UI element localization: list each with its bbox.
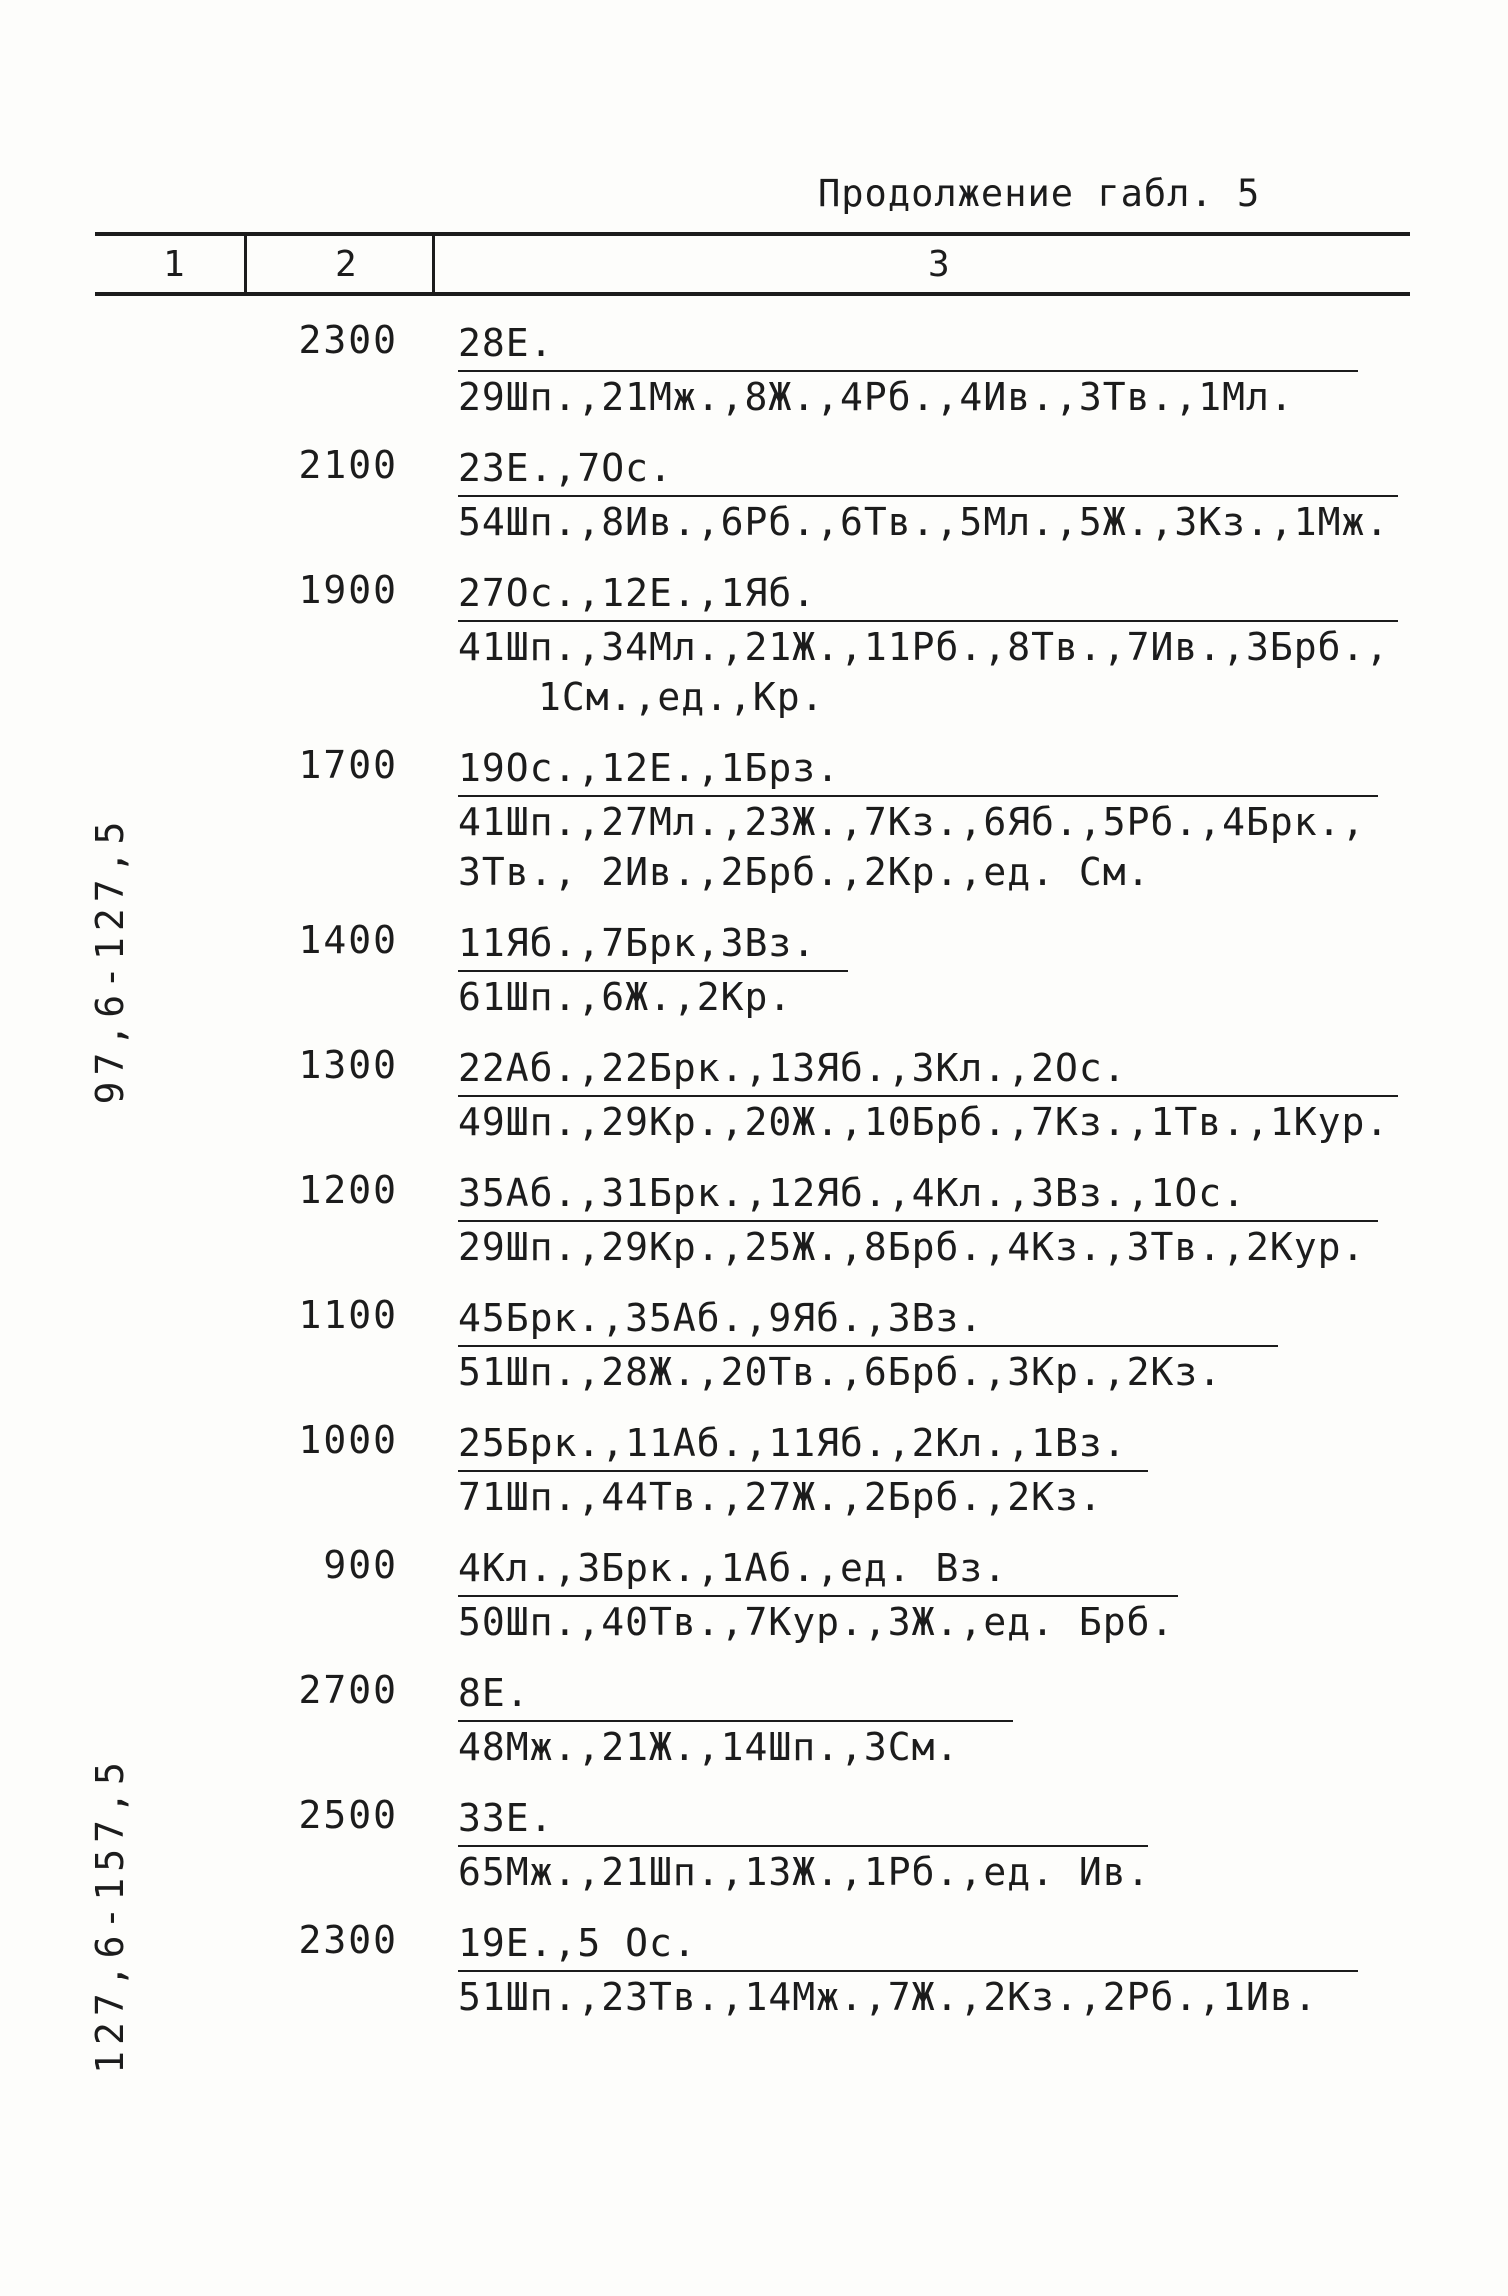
row-value: 2300 [298, 318, 398, 362]
row-numerator: 8Е. [458, 1668, 1013, 1722]
row-denominator: 48Мж.,21Ж.,14Шп.,3См. [458, 1725, 960, 1769]
column-header-2: 2 [335, 244, 357, 285]
group-label-1: 97,6-127,5 [88, 815, 132, 1105]
header-top-rule [95, 232, 1410, 236]
header-bottom-rule [95, 292, 1410, 296]
row-denominator: 29Шп.,21Мж.,8Ж.,4Рб.,4Ив.,3Тв.,1Мл. [458, 375, 1294, 419]
row-denominator-continued: 1См.,ед.,Кр. [538, 675, 825, 719]
row-numerator: 35Аб.,31Брк.,12Яб.,4Кл.,3Вз.,1Ос. [458, 1168, 1378, 1222]
row-value: 1000 [298, 1418, 398, 1462]
row-numerator: 19Е.,5 Ос. [458, 1918, 1358, 1972]
row-formula [458, 318, 1358, 422]
row-numerator: 4Кл.,3Брк.,1Аб.,ед. Вз. [458, 1543, 1178, 1597]
row-denominator: 51Шп.,28Ж.,20Тв.,6Брб.,3Кр.,2Кз. [458, 1350, 1223, 1394]
row-value: 1900 [298, 568, 398, 612]
row-formula [458, 1293, 1278, 1397]
column-header-1: 1 [163, 244, 185, 285]
group-label-2: 127,6-157,5 [88, 1756, 132, 2074]
row-formula [458, 743, 1378, 897]
row-denominator: 50Шп.,40Тв.,7Кур.,3Ж.,ед. Брб. [458, 1600, 1175, 1644]
row-value: 2700 [298, 1668, 398, 1712]
row-numerator: 33Е. [458, 1793, 1148, 1847]
row-formula [458, 1168, 1378, 1272]
row-numerator: 45Брк.,35Аб.,9Яб.,3Вз. [458, 1293, 1278, 1347]
row-formula [458, 568, 1398, 722]
row-denominator-continued: 3Тв., 2Ив.,2Брб.,2Кр.,ед. См. [458, 850, 1151, 894]
row-value: 1400 [298, 918, 398, 962]
column-divider-1 [244, 234, 247, 294]
table-caption: Продолжение габл. 5 [818, 172, 1261, 215]
row-formula [458, 1543, 1178, 1647]
row-numerator: 23Е.,7Ос. [458, 443, 1398, 497]
row-denominator: 49Шп.,29Кр.,20Ж.,10Брб.,7Кз.,1Тв.,1Кур. [458, 1100, 1390, 1144]
row-value: 1300 [298, 1043, 398, 1087]
row-denominator: 65Мж.,21Шп.,13Ж.,1Рб.,ед. Ив. [458, 1850, 1151, 1894]
row-formula [458, 1418, 1148, 1522]
row-value: 2100 [298, 443, 398, 487]
row-value: 2500 [298, 1793, 398, 1837]
row-numerator: 22Аб.,22Брк.,13Яб.,3Кл.,2Ос. [458, 1043, 1398, 1097]
row-denominator: 29Шп.,29Кр.,25Ж.,8Брб.,4Кз.,3Тв.,2Кур. [458, 1225, 1366, 1269]
row-numerator: 19Ос.,12Е.,1Брз. [458, 743, 1378, 797]
row-denominator: 54Шп.,8Ив.,6Рб.,6Тв.,5Мл.,5Ж.,3Кз.,1Мж. [458, 500, 1390, 544]
row-formula [458, 918, 848, 1022]
row-numerator: 27Ос.,12Е.,1Яб. [458, 568, 1398, 622]
row-denominator: 51Шп.,23Тв.,14Мж.,7Ж.,2Кз.,2Рб.,1Ив. [458, 1975, 1318, 2019]
row-formula [458, 1043, 1398, 1147]
row-formula [458, 443, 1398, 547]
row-formula [458, 1918, 1358, 2022]
column-divider-2 [432, 234, 435, 294]
row-formula [458, 1668, 1013, 1772]
row-formula [458, 1793, 1150, 1897]
row-value: 1700 [298, 743, 398, 787]
row-numerator: 25Брк.,11Аб.,11Яб.,2Кл.,1Вз. [458, 1418, 1148, 1472]
row-value: 900 [323, 1543, 398, 1587]
row-numerator: 28Е. [458, 318, 1358, 372]
row-denominator: 41Шп.,34Мл.,21Ж.,11Рб.,8Тв.,7Ив.,3Брб., [458, 625, 1390, 669]
row-denominator: 71Шп.,44Тв.,27Ж.,2Брб.,2Кз. [458, 1475, 1103, 1519]
row-value: 1100 [298, 1293, 398, 1337]
row-value: 1200 [298, 1168, 398, 1212]
row-value: 2300 [298, 1918, 398, 1962]
row-numerator: 11Яб.,7Брк,3Вз. [458, 918, 848, 972]
row-denominator: 61Шп.,6Ж.,2Кр. [458, 975, 793, 1019]
row-denominator: 41Шп.,27Мл.,23Ж.,7Кз.,6Яб.,5Рб.,4Брк., [458, 800, 1366, 844]
column-header-3: 3 [928, 244, 950, 285]
